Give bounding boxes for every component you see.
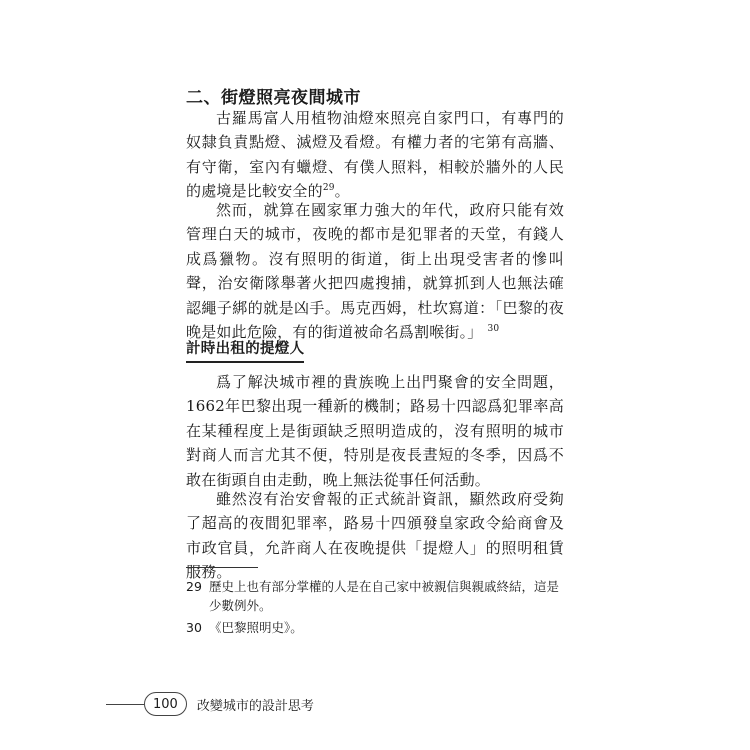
page-footer: [106, 691, 314, 717]
footnote-text: 《巴黎照明史》。: [209, 620, 303, 635]
paragraph-1-end: 。: [334, 182, 350, 201]
paragraph-1: [186, 106, 564, 204]
footnote-number: 30: [186, 620, 202, 635]
paragraph-4: 雖然沒有治安會報的正式統計資訊，顯然政府受夠了超高的夜間犯罪率，路易十四頒發皇家政令給商會及市政官員，允許商人在夜晚提供「提燈人」的照明租賃服務。: [186, 490, 564, 582]
section-title: 二、街燈照亮夜間城市: [186, 88, 361, 108]
paragraph-1-text: 古羅馬富人用植物油燈來照亮自家門口，有專門的奴隸負責點燈、滅燈及看燈。有權力者的宅第有高牆、有守衛，室內有蠟燈、有僕人照料，相較於牆外的人民的處境是比較安全的: [186, 109, 564, 201]
footnote-ref-29[interactable]: 29: [322, 183, 335, 194]
footnote-ref-30[interactable]: 30: [487, 324, 500, 335]
footnote-30: [186, 618, 564, 637]
footnote-divider: [186, 567, 258, 568]
paragraph-2-text: 然而，就算在國家軍力強大的年代，政府只能有效管理白天的城市，夜晚的都市是犯罪者的天堂，有錢人成爲獵物。沒有照明的街道，街上出現受害者的慘叫聲，治安衛隊舉著火把四處搜捕，就算抓到人也無法確認繩子綁的就是凶手。馬克西姆，杜坎寫道：「巴黎的夜晚是如此危險，有的街道被命名爲割喉街。」: [186, 201, 564, 342]
footnote-29: [186, 577, 564, 615]
paragraph-3: 爲了解決城市裡的貴族晚上出門聚會的安全問題，1662年巴黎出現一種新的機制；路易十四認爲犯罪率高在某種程度上是街頭缺乏照明造成的，沒有照明的城市對商人而言尤其不便，特別是夜長晝短的冬季，因爲不敢在街頭自由走動，晚上無法從事任何活動。: [186, 373, 564, 489]
page-number: 100: [144, 692, 187, 716]
paragraph-2: [186, 198, 564, 344]
running-title: 改變城市的設計思考: [196, 698, 314, 714]
footnote-number: 29: [186, 579, 202, 594]
sub-heading: 計時出租的提燈人: [186, 339, 304, 363]
footer-rule: [106, 704, 144, 705]
footnote-text: 歷史上也有部分掌權的人是在自己家中被親信與親戚終結，這是少數例外。: [209, 579, 560, 613]
